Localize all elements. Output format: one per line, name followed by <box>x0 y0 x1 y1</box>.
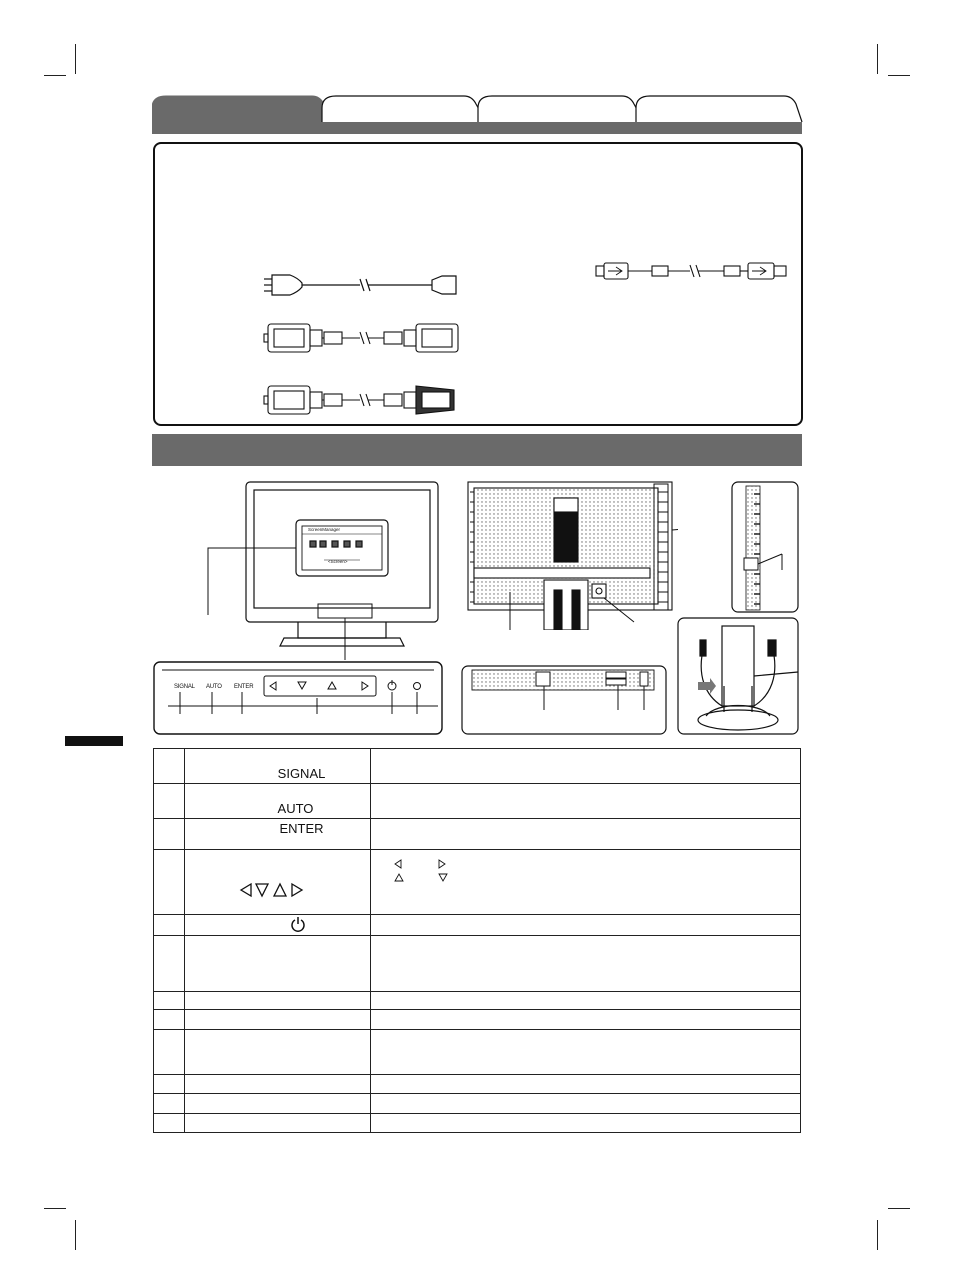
rear-connector-panel-illustration <box>460 664 668 736</box>
arrow-keys-icon <box>238 882 308 898</box>
cable-holder-detail-illustration <box>676 616 800 736</box>
dvi-cable-illustration <box>262 318 462 358</box>
parts-table <box>153 748 801 1133</box>
crop-mark <box>877 44 878 74</box>
tab-3 <box>478 96 644 122</box>
crop-mark <box>888 75 910 76</box>
table-row <box>154 784 801 819</box>
crop-mark <box>75 44 76 74</box>
row-label-auto: AUTO <box>277 801 314 816</box>
row-label-enter: ENTER <box>279 821 324 836</box>
panel-label-enter: ENTER <box>234 684 254 690</box>
dvi-dsub-cable-illustration <box>262 380 462 420</box>
table-row <box>154 850 801 915</box>
row-label-signal: SIGNAL <box>277 766 326 781</box>
table-row <box>154 1075 801 1094</box>
table-row <box>154 1030 801 1075</box>
table-row <box>154 1094 801 1114</box>
crop-mark <box>75 1220 76 1250</box>
table-row <box>154 936 801 992</box>
monitor-side-detail-illustration <box>730 480 800 614</box>
svg-text:<Screen>: <Screen> <box>328 559 348 564</box>
arrow-legend-icons <box>393 856 483 886</box>
table-row <box>154 1010 801 1030</box>
table-row <box>154 749 801 784</box>
crop-mark <box>877 1220 878 1250</box>
tab-4 <box>636 96 802 122</box>
panel-label-auto: AUTO <box>206 684 222 690</box>
table-row <box>154 819 801 850</box>
table-row <box>154 992 801 1010</box>
down-arrow-icon <box>256 884 268 896</box>
right-arrow-icon <box>292 884 302 896</box>
section-header-bar <box>152 434 802 466</box>
table-row <box>154 915 801 936</box>
tab-active <box>152 96 332 122</box>
monitor-rear-illustration <box>464 480 678 630</box>
crop-mark <box>888 1208 910 1209</box>
table-row <box>154 1114 801 1133</box>
control-panel-illustration <box>152 660 444 736</box>
accessories-box <box>153 142 803 426</box>
up-arrow-icon <box>274 884 286 896</box>
svg-text:ScreenManager: ScreenManager <box>308 527 341 532</box>
power-icon <box>290 916 306 932</box>
monitor-front-illustration <box>200 480 450 660</box>
panel-label-signal: SIGNAL <box>174 684 195 690</box>
tab-2 <box>322 96 486 122</box>
left-arrow-icon <box>241 884 251 896</box>
power-cord-illustration <box>262 270 462 300</box>
crop-mark <box>44 75 66 76</box>
page-language-marker <box>65 736 123 746</box>
usb-cable-illustration <box>594 258 790 284</box>
tab-strip <box>152 94 804 136</box>
crop-mark <box>44 1208 66 1209</box>
